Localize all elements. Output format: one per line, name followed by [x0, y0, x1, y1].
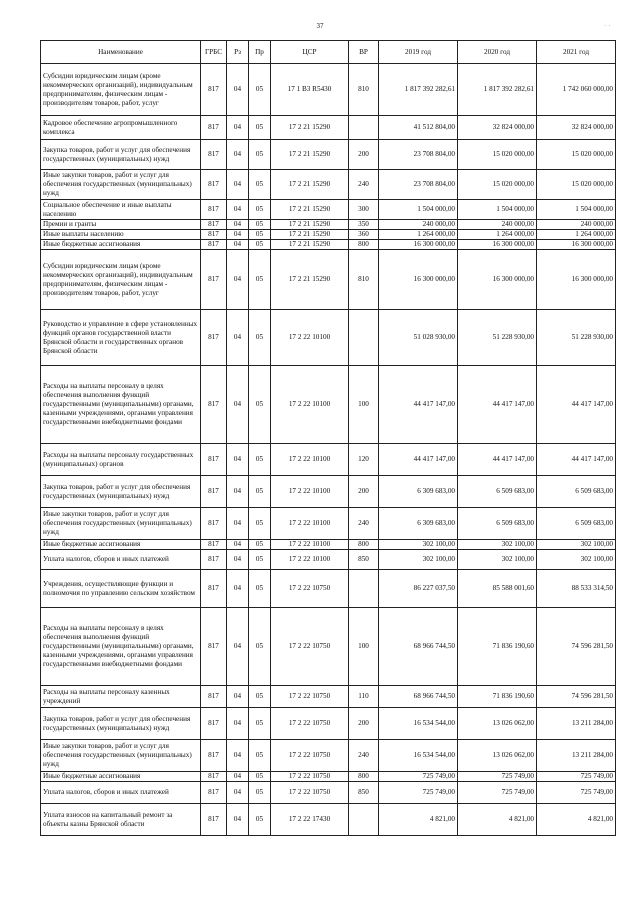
table-row — [41, 250, 616, 310]
cell-name: Уплата налогов, сборов и иных платежей — [41, 550, 201, 570]
cell-pr: 05 — [249, 444, 271, 476]
header-2021: 2021 год — [537, 41, 616, 64]
cell-grbs: 817 — [201, 804, 227, 836]
cell-vr: 810 — [349, 64, 379, 116]
header-pr: Пр — [249, 41, 271, 64]
cell-csr: 17 2 22 17430 — [271, 804, 349, 836]
cell-grbs: 817 — [201, 608, 227, 686]
cell-grbs: 817 — [201, 476, 227, 508]
table-row — [41, 140, 616, 170]
cell-2019: 725 749,00 — [379, 782, 458, 804]
cell-csr: 17 2 22 10750 — [271, 740, 349, 772]
cell-2019: 16 300 000,00 — [379, 250, 458, 310]
cell-rz: 04 — [227, 740, 249, 772]
cell-csr: 17 2 22 10750 — [271, 608, 349, 686]
cell-name: Премии и гранты — [41, 220, 201, 230]
cell-vr: 300 — [349, 200, 379, 220]
cell-2021: 1 742 060 000,00 — [537, 64, 616, 116]
cell-2021: 725 749,00 — [537, 782, 616, 804]
page-number: 37 — [316, 22, 324, 30]
cell-2020: 4 821,00 — [458, 804, 537, 836]
cell-2021: 44 417 147,00 — [537, 366, 616, 444]
cell-2020: 1 504 000,00 — [458, 200, 537, 220]
cell-name: Иные закупки товаров, работ и услуг для обеспечения государственных (муниципальных) нужд — [41, 170, 201, 200]
cell-pr: 05 — [249, 804, 271, 836]
cell-2021: 74 596 281,50 — [537, 686, 616, 708]
table-row — [41, 366, 616, 444]
cell-name: Иные бюджетные ассигнования — [41, 540, 201, 550]
cell-2020: 13 026 062,00 — [458, 740, 537, 772]
cell-vr: 800 — [349, 540, 379, 550]
cell-vr: 100 — [349, 608, 379, 686]
table-row — [41, 508, 616, 540]
cell-vr: 800 — [349, 772, 379, 782]
cell-2020: 725 749,00 — [458, 772, 537, 782]
cell-csr: 17 2 21 15290 — [271, 230, 349, 240]
cell-vr: 360 — [349, 230, 379, 240]
cell-rz: 04 — [227, 250, 249, 310]
cell-2019: 1 264 000,00 — [379, 230, 458, 240]
cell-rz: 04 — [227, 140, 249, 170]
table-row — [41, 804, 616, 836]
cell-name: Субсидии юридическим лицам (кроме некоммерческих организаций), индивидуальным предпринимателям, физическим лицам - производителям товаров, работ, услуг — [41, 250, 201, 310]
cell-grbs: 817 — [201, 570, 227, 608]
cell-vr: 100 — [349, 366, 379, 444]
cell-2020: 44 417 147,00 — [458, 444, 537, 476]
budget-table — [40, 40, 616, 836]
cell-grbs: 817 — [201, 708, 227, 740]
cell-name: Уплата налогов, сборов и иных платежей — [41, 782, 201, 804]
cell-pr: 05 — [249, 310, 271, 366]
table-row — [41, 116, 616, 140]
cell-2019: 302 100,00 — [379, 550, 458, 570]
header-csr: ЦСР — [271, 41, 349, 64]
cell-grbs: 817 — [201, 250, 227, 310]
cell-grbs: 817 — [201, 772, 227, 782]
cell-rz: 04 — [227, 366, 249, 444]
cell-csr: 17 2 21 15290 — [271, 240, 349, 250]
cell-2020: 32 824 000,00 — [458, 116, 537, 140]
cell-name: Иные бюджетные ассигнования — [41, 240, 201, 250]
header-grbs: ГРБС — [201, 41, 227, 64]
cell-pr: 05 — [249, 230, 271, 240]
cell-vr: 810 — [349, 250, 379, 310]
cell-2019: 16 534 544,00 — [379, 708, 458, 740]
cell-2020: 13 026 062,00 — [458, 708, 537, 740]
cell-2019: 41 512 804,00 — [379, 116, 458, 140]
table-row — [41, 64, 616, 116]
cell-name: Расходы на выплаты персоналу казенных учреждений — [41, 686, 201, 708]
table-row — [41, 608, 616, 686]
cell-csr: 17 2 21 15290 — [271, 220, 349, 230]
cell-name: Социальное обеспечение и иные выплаты населению — [41, 200, 201, 220]
cell-2020: 16 300 000,00 — [458, 240, 537, 250]
scan-mark: · · — [604, 22, 611, 30]
cell-csr: 17 2 22 10100 — [271, 550, 349, 570]
cell-grbs: 817 — [201, 170, 227, 200]
cell-2021: 725 749,00 — [537, 772, 616, 782]
cell-rz: 04 — [227, 240, 249, 250]
cell-2019: 44 417 147,00 — [379, 444, 458, 476]
cell-pr: 05 — [249, 140, 271, 170]
table-row — [41, 772, 616, 782]
cell-vr — [349, 570, 379, 608]
cell-grbs: 817 — [201, 220, 227, 230]
cell-name: Иные выплаты населению — [41, 230, 201, 240]
table-row — [41, 310, 616, 366]
cell-2020: 302 100,00 — [458, 550, 537, 570]
cell-pr: 05 — [249, 508, 271, 540]
table-row — [41, 220, 616, 230]
cell-vr: 800 — [349, 240, 379, 250]
cell-pr: 05 — [249, 366, 271, 444]
cell-rz: 04 — [227, 230, 249, 240]
cell-csr: 17 2 22 10750 — [271, 772, 349, 782]
table-row — [41, 740, 616, 772]
cell-vr — [349, 310, 379, 366]
cell-grbs: 817 — [201, 508, 227, 540]
cell-2020: 15 020 000,00 — [458, 170, 537, 200]
cell-2021: 15 020 000,00 — [537, 140, 616, 170]
table-row — [41, 200, 616, 220]
cell-csr: 17 2 21 15290 — [271, 140, 349, 170]
cell-name: Уплата взносов на капитальный ремонт за объекты казны Брянской области — [41, 804, 201, 836]
cell-name: Расходы на выплаты персоналу в целях обеспечения выполнения функций государственными (муниципальными) органами, казенными учреждениями, органами управления государственными внебюджетными фондами — [41, 366, 201, 444]
cell-2020: 51 228 930,00 — [458, 310, 537, 366]
cell-grbs: 817 — [201, 140, 227, 170]
cell-rz: 04 — [227, 170, 249, 200]
cell-vr: 200 — [349, 476, 379, 508]
cell-name: Кадровое обеспечение агропромышленного комплекса — [41, 116, 201, 140]
cell-rz: 04 — [227, 444, 249, 476]
cell-vr: 200 — [349, 708, 379, 740]
cell-2021: 4 821,00 — [537, 804, 616, 836]
cell-rz: 04 — [227, 220, 249, 230]
cell-2020: 725 749,00 — [458, 782, 537, 804]
cell-name: Иные бюджетные ассигнования — [41, 772, 201, 782]
cell-2019: 68 966 744,50 — [379, 686, 458, 708]
cell-2019: 23 708 804,00 — [379, 170, 458, 200]
cell-name: Руководство и управление в сфере установленных функций органов государственной власти Брянской области и государственных органов Брянской области — [41, 310, 201, 366]
cell-2021: 74 596 281,50 — [537, 608, 616, 686]
cell-vr: 240 — [349, 508, 379, 540]
cell-vr — [349, 116, 379, 140]
cell-pr: 05 — [249, 686, 271, 708]
cell-csr: 17 2 22 10100 — [271, 310, 349, 366]
cell-2021: 13 211 284,00 — [537, 708, 616, 740]
cell-pr: 05 — [249, 772, 271, 782]
cell-2021: 1 264 000,00 — [537, 230, 616, 240]
cell-2021: 302 100,00 — [537, 540, 616, 550]
cell-name: Расходы на выплаты персоналу государственных (муниципальных) органов — [41, 444, 201, 476]
cell-vr — [349, 804, 379, 836]
cell-2021: 15 020 000,00 — [537, 170, 616, 200]
cell-2019: 1 504 000,00 — [379, 200, 458, 220]
cell-rz: 04 — [227, 550, 249, 570]
cell-rz: 04 — [227, 772, 249, 782]
cell-2019: 4 821,00 — [379, 804, 458, 836]
cell-2021: 88 533 314,50 — [537, 570, 616, 608]
cell-2019: 6 309 683,00 — [379, 476, 458, 508]
cell-2019: 44 417 147,00 — [379, 366, 458, 444]
cell-pr: 05 — [249, 550, 271, 570]
cell-2020: 6 509 683,00 — [458, 508, 537, 540]
cell-2020: 1 817 392 282,61 — [458, 64, 537, 116]
cell-csr: 17 2 22 10750 — [271, 782, 349, 804]
cell-name: Иные закупки товаров, работ и услуг для обеспечения государственных (муниципальных) нужд — [41, 740, 201, 772]
cell-csr: 17 2 21 15290 — [271, 116, 349, 140]
cell-2020: 71 836 190,60 — [458, 608, 537, 686]
cell-2021: 1 504 000,00 — [537, 200, 616, 220]
cell-csr: 17 2 22 10750 — [271, 708, 349, 740]
cell-2021: 302 100,00 — [537, 550, 616, 570]
cell-rz: 04 — [227, 64, 249, 116]
cell-2020: 15 020 000,00 — [458, 140, 537, 170]
header-2020: 2020 год — [458, 41, 537, 64]
table-row — [41, 550, 616, 570]
cell-grbs: 817 — [201, 782, 227, 804]
cell-2020: 16 300 000,00 — [458, 250, 537, 310]
table-row — [41, 570, 616, 608]
cell-rz: 04 — [227, 508, 249, 540]
cell-rz: 04 — [227, 782, 249, 804]
cell-2021: 32 824 000,00 — [537, 116, 616, 140]
cell-2020: 44 417 147,00 — [458, 366, 537, 444]
cell-vr: 120 — [349, 444, 379, 476]
cell-rz: 04 — [227, 116, 249, 140]
cell-vr: 850 — [349, 782, 379, 804]
header-2019: 2019 год — [379, 41, 458, 64]
cell-grbs: 817 — [201, 444, 227, 476]
cell-2020: 71 836 190,60 — [458, 686, 537, 708]
cell-2019: 1 817 392 282,61 — [379, 64, 458, 116]
cell-grbs: 817 — [201, 116, 227, 140]
cell-name: Учреждения, осуществляющие функции и полномочия по управлению сельским хозяйством — [41, 570, 201, 608]
cell-2019: 16 300 000,00 — [379, 240, 458, 250]
cell-csr: 17 2 22 10750 — [271, 686, 349, 708]
cell-pr: 05 — [249, 570, 271, 608]
cell-name: Иные закупки товаров, работ и услуг для обеспечения государственных (муниципальных) нужд — [41, 508, 201, 540]
cell-2021: 51 228 930,00 — [537, 310, 616, 366]
cell-rz: 04 — [227, 540, 249, 550]
table-row — [41, 170, 616, 200]
cell-csr: 17 2 22 10100 — [271, 366, 349, 444]
cell-vr: 110 — [349, 686, 379, 708]
cell-csr: 17 2 21 15290 — [271, 250, 349, 310]
cell-2021: 6 509 683,00 — [537, 476, 616, 508]
table-row — [41, 686, 616, 708]
cell-2019: 6 309 683,00 — [379, 508, 458, 540]
cell-2021: 16 300 000,00 — [537, 250, 616, 310]
cell-csr: 17 1 В3 R5430 — [271, 64, 349, 116]
cell-pr: 05 — [249, 64, 271, 116]
cell-pr: 05 — [249, 740, 271, 772]
cell-pr: 05 — [249, 116, 271, 140]
table-row — [41, 708, 616, 740]
cell-rz: 04 — [227, 608, 249, 686]
table-row — [41, 240, 616, 250]
cell-rz: 04 — [227, 686, 249, 708]
cell-2019: 51 028 930,00 — [379, 310, 458, 366]
cell-pr: 05 — [249, 476, 271, 508]
cell-grbs: 817 — [201, 686, 227, 708]
cell-name: Расходы на выплаты персоналу в целях обеспечения выполнения функций государственными (муниципальными) органами, казенными учреждениями, органами управления государственными внебюджетными фондами — [41, 608, 201, 686]
cell-grbs: 817 — [201, 200, 227, 220]
cell-rz: 04 — [227, 476, 249, 508]
cell-2020: 302 100,00 — [458, 540, 537, 550]
cell-2021: 16 300 000,00 — [537, 240, 616, 250]
table-row — [41, 444, 616, 476]
cell-2020: 1 264 000,00 — [458, 230, 537, 240]
header-vr: ВР — [349, 41, 379, 64]
cell-vr: 350 — [349, 220, 379, 230]
cell-vr: 240 — [349, 740, 379, 772]
cell-2019: 86 227 037,50 — [379, 570, 458, 608]
cell-csr: 17 2 22 10750 — [271, 570, 349, 608]
table-row — [41, 476, 616, 508]
cell-vr: 200 — [349, 140, 379, 170]
cell-rz: 04 — [227, 708, 249, 740]
cell-pr: 05 — [249, 240, 271, 250]
cell-2021: 6 509 683,00 — [537, 508, 616, 540]
cell-csr: 17 2 22 10100 — [271, 508, 349, 540]
cell-2020: 85 588 001,60 — [458, 570, 537, 608]
cell-pr: 05 — [249, 170, 271, 200]
cell-csr: 17 2 22 10100 — [271, 444, 349, 476]
header-name: Наименование — [41, 41, 201, 64]
cell-pr: 05 — [249, 540, 271, 550]
cell-pr: 05 — [249, 220, 271, 230]
cell-rz: 04 — [227, 570, 249, 608]
table-body — [41, 64, 616, 836]
cell-grbs: 817 — [201, 550, 227, 570]
cell-name: Закупка товаров, работ и услуг для обеспечения государственных (муниципальных) нужд — [41, 476, 201, 508]
cell-2019: 16 534 544,00 — [379, 740, 458, 772]
cell-csr: 17 2 21 15290 — [271, 170, 349, 200]
cell-grbs: 817 — [201, 366, 227, 444]
cell-pr: 05 — [249, 250, 271, 310]
cell-pr: 05 — [249, 608, 271, 686]
cell-2020: 6 509 683,00 — [458, 476, 537, 508]
table-header-row — [41, 41, 616, 64]
cell-rz: 04 — [227, 804, 249, 836]
cell-2019: 725 749,00 — [379, 772, 458, 782]
cell-name: Закупка товаров, работ и услуг для обеспечения государственных (муниципальных) нужд — [41, 708, 201, 740]
cell-rz: 04 — [227, 310, 249, 366]
cell-csr: 17 2 22 10100 — [271, 540, 349, 550]
cell-2021: 44 417 147,00 — [537, 444, 616, 476]
cell-csr: 17 2 22 10100 — [271, 476, 349, 508]
cell-grbs: 817 — [201, 310, 227, 366]
cell-grbs: 817 — [201, 540, 227, 550]
cell-pr: 05 — [249, 200, 271, 220]
cell-name: Закупка товаров, работ и услуг для обеспечения государственных (муниципальных) нужд — [41, 140, 201, 170]
header-rz: Рз — [227, 41, 249, 64]
table-row — [41, 540, 616, 550]
cell-2021: 240 000,00 — [537, 220, 616, 230]
cell-vr: 850 — [349, 550, 379, 570]
cell-pr: 05 — [249, 782, 271, 804]
cell-2019: 240 000,00 — [379, 220, 458, 230]
cell-2021: 13 211 284,00 — [537, 740, 616, 772]
cell-2019: 68 966 744,50 — [379, 608, 458, 686]
cell-2020: 240 000,00 — [458, 220, 537, 230]
cell-vr: 240 — [349, 170, 379, 200]
table-row — [41, 782, 616, 804]
table-row — [41, 230, 616, 240]
cell-grbs: 817 — [201, 240, 227, 250]
cell-grbs: 817 — [201, 64, 227, 116]
cell-csr: 17 2 21 15290 — [271, 200, 349, 220]
cell-rz: 04 — [227, 200, 249, 220]
cell-2019: 23 708 804,00 — [379, 140, 458, 170]
cell-pr: 05 — [249, 708, 271, 740]
cell-name: Субсидии юридическим лицам (кроме некоммерческих организаций), индивидуальным предпринимателям, физическим лицам - производителям товаров, работ, услуг — [41, 64, 201, 116]
cell-2019: 302 100,00 — [379, 540, 458, 550]
cell-grbs: 817 — [201, 740, 227, 772]
cell-grbs: 817 — [201, 230, 227, 240]
